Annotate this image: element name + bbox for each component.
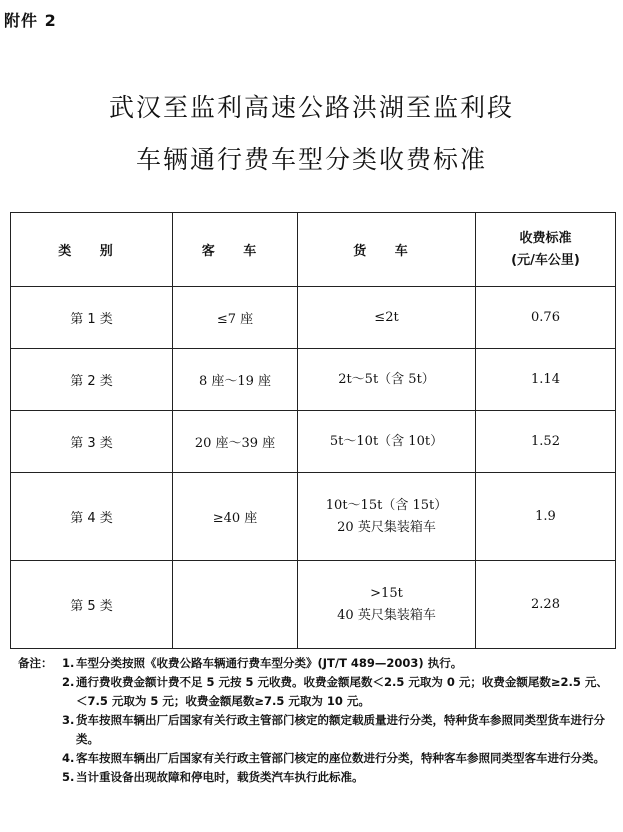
note-number: 3. <box>62 713 75 727</box>
table-row <box>11 473 616 561</box>
document-title-line-2: 车辆通行费车型分类收费标准 <box>135 145 487 174</box>
table-row <box>11 561 616 649</box>
passenger-cell: ≤7 座 <box>173 287 298 349</box>
fee-cell: 2.28 <box>476 561 616 649</box>
header-cargo-truck: 货 车 <box>298 213 476 287</box>
note-text: 客车按照车辆出厂后国家有关行政主管部门核定的座位数进行分类，特种客车参照同类型客车进行分类。 <box>76 751 605 765</box>
note-item <box>62 711 612 749</box>
cargo-cell: >15t 40 英尺集装箱车 <box>298 561 476 649</box>
table-row <box>11 411 616 473</box>
note-number: 1. <box>62 656 75 670</box>
note-text: 货车按照车辆出厂后国家有关行政主管部门核定的额定载质量进行分类，特种货车参照同类型货车进行分类。 <box>76 713 605 746</box>
passenger-cell: ≥40 座 <box>173 473 298 561</box>
fee-cell: 0.76 <box>476 287 616 349</box>
note-item <box>62 749 612 768</box>
category-cell: 第 5 类 <box>11 561 173 649</box>
category-cell: 第 2 类 <box>11 349 173 411</box>
note-number: 5. <box>62 770 75 784</box>
category-cell: 第 3 类 <box>11 411 173 473</box>
passenger-cell <box>173 561 298 649</box>
notes-label: 备注： <box>18 656 53 670</box>
fee-cell: 1.9 <box>476 473 616 561</box>
header-fee-standard: 收费标准 (元/车公里) <box>476 213 616 287</box>
note-text: 车型分类按照《收费公路车辆通行费车型分类》(JT/T 489—2003) 执行。 <box>76 656 463 670</box>
category-cell: 第 4 类 <box>11 473 173 561</box>
fee-cell: 1.52 <box>476 411 616 473</box>
cargo-cell: ≤2t <box>298 287 476 349</box>
notes-list <box>62 654 612 787</box>
note-item <box>62 768 612 787</box>
attachment-label: 附件 2 <box>4 11 57 30</box>
cargo-cell: 2t～5t（含 5t） <box>298 349 476 411</box>
cargo-cell: 10t～15t（含 15t） 20 英尺集装箱车 <box>298 473 476 561</box>
document-title-line-1: 武汉至监利高速公路洪湖至监利段 <box>108 93 514 122</box>
fee-cell: 1.14 <box>476 349 616 411</box>
fee-standard-table <box>10 212 616 649</box>
note-number: 2. <box>62 675 75 689</box>
note-item <box>62 654 612 673</box>
cargo-cell: 5t～10t（含 10t） <box>298 411 476 473</box>
header-passenger-car: 客 车 <box>173 213 298 287</box>
table-header-row <box>11 213 616 287</box>
passenger-cell: 8 座～19 座 <box>173 349 298 411</box>
note-text: 通行费收费金额计费不足 5 元按 5 元收费。收费金额尾数＜2.5 元取为 0 元；收费金额尾数≥2.5 元、＜7.5 元取为 5 元；收费金额尾数≥7.5 元取为 10 元。 <box>76 675 608 708</box>
header-category: 类 别 <box>11 213 173 287</box>
note-number: 4. <box>62 751 75 765</box>
note-text: 当计重设备出现故障和停电时，载货类汽车执行此标准。 <box>76 770 364 784</box>
passenger-cell: 20 座～39 座 <box>173 411 298 473</box>
table-row <box>11 349 616 411</box>
note-item <box>62 673 612 711</box>
category-cell: 第 1 类 <box>11 287 173 349</box>
table-row <box>11 287 616 349</box>
